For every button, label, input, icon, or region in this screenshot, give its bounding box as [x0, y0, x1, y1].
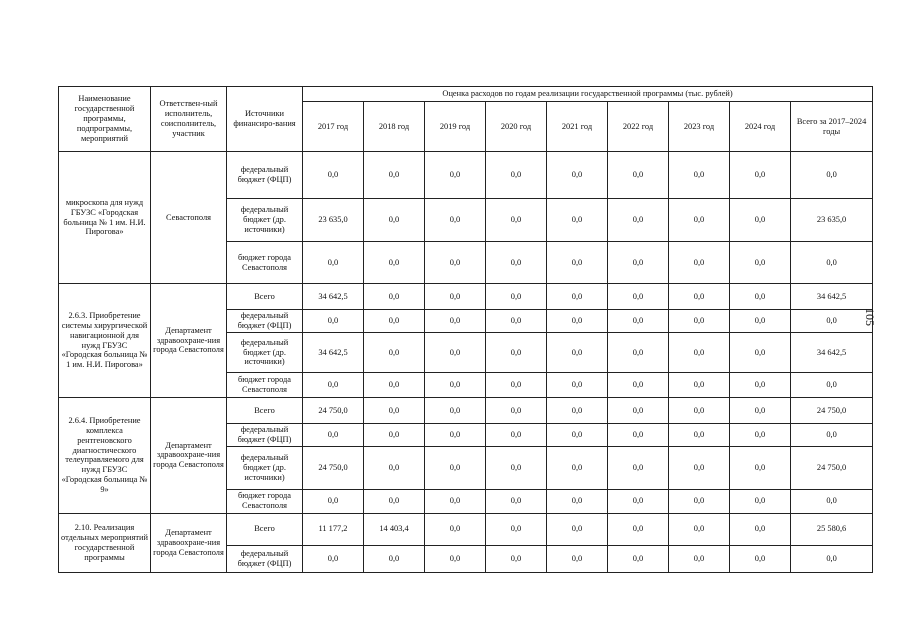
year-value-cell: 0,0: [547, 446, 608, 489]
header-program-name: Наименование государственной программы, подпрограммы, мероприятий: [59, 87, 151, 152]
total-value-cell: 34 642,5: [791, 284, 873, 310]
funding-source-cell: федеральный бюджет (др. источники): [227, 333, 303, 373]
program-name-cell: микроскопа для нужд ГБУЗС «Городская больница № 1 им. Н.И. Пирогова»: [59, 152, 151, 284]
funding-source-cell: бюджет города Севастополя: [227, 373, 303, 398]
year-value-cell: 0,0: [486, 242, 547, 284]
year-value-cell: 0,0: [669, 152, 730, 199]
total-value-cell: 0,0: [791, 424, 873, 447]
year-value-cell: 0,0: [486, 513, 547, 545]
year-value-cell: 0,0: [425, 284, 486, 310]
year-value-cell: 0,0: [364, 545, 425, 572]
year-value-cell: 0,0: [547, 373, 608, 398]
year-value-cell: 0,0: [364, 242, 425, 284]
program-name-cell: 2.10. Реализация отдельных мероприятий государственной программы: [59, 513, 151, 572]
funding-source-cell: федеральный бюджет (др. источники): [227, 446, 303, 489]
year-value-cell: 0,0: [547, 513, 608, 545]
year-value-cell: 0,0: [730, 152, 791, 199]
year-value-cell: 0,0: [730, 489, 791, 513]
year-value-cell: 0,0: [608, 152, 669, 199]
year-value-cell: 0,0: [425, 398, 486, 424]
year-value-cell: 0,0: [608, 489, 669, 513]
executor-cell: Департамент здравоохране-ния города Севастополя: [151, 284, 227, 398]
year-value-cell: 0,0: [669, 284, 730, 310]
year-value-cell: 0,0: [486, 284, 547, 310]
total-value-cell: 0,0: [791, 489, 873, 513]
header-year: 2019 год: [425, 102, 486, 152]
year-value-cell: 0,0: [364, 424, 425, 447]
year-value-cell: 0,0: [425, 513, 486, 545]
year-value-cell: 0,0: [486, 310, 547, 333]
year-value-cell: 0,0: [730, 398, 791, 424]
funding-source-cell: бюджет города Севастополя: [227, 242, 303, 284]
funding-source-cell: федеральный бюджет (ФЦП): [227, 545, 303, 572]
year-value-cell: 0,0: [547, 152, 608, 199]
year-value-cell: 0,0: [486, 446, 547, 489]
year-value-cell: 0,0: [364, 398, 425, 424]
year-value-cell: 0,0: [364, 373, 425, 398]
year-value-cell: 0,0: [547, 424, 608, 447]
year-value-cell: 0,0: [669, 545, 730, 572]
year-value-cell: 0,0: [669, 310, 730, 333]
year-value-cell: 24 750,0: [303, 446, 364, 489]
table-body: [59, 152, 873, 573]
year-value-cell: 0,0: [669, 489, 730, 513]
year-value-cell: 0,0: [486, 398, 547, 424]
year-value-cell: 0,0: [608, 242, 669, 284]
year-value-cell: 0,0: [608, 513, 669, 545]
total-value-cell: 34 642,5: [791, 333, 873, 373]
year-value-cell: 0,0: [303, 310, 364, 333]
year-value-cell: 0,0: [303, 373, 364, 398]
year-value-cell: 0,0: [608, 373, 669, 398]
table-row: [59, 513, 873, 545]
year-value-cell: 0,0: [547, 398, 608, 424]
year-value-cell: 0,0: [486, 152, 547, 199]
table-row: [59, 284, 873, 310]
year-value-cell: 0,0: [486, 545, 547, 572]
year-value-cell: 0,0: [486, 199, 547, 242]
year-value-cell: 0,0: [730, 310, 791, 333]
year-value-cell: 0,0: [669, 513, 730, 545]
year-value-cell: 0,0: [669, 199, 730, 242]
year-value-cell: 0,0: [547, 489, 608, 513]
year-value-cell: 0,0: [425, 242, 486, 284]
funding-source-cell: федеральный бюджет (др. источники): [227, 199, 303, 242]
year-value-cell: 0,0: [303, 489, 364, 513]
header-year: 2022 год: [608, 102, 669, 152]
year-value-cell: 0,0: [364, 284, 425, 310]
year-value-cell: 0,0: [669, 424, 730, 447]
year-value-cell: 0,0: [303, 424, 364, 447]
funding-source-cell: федеральный бюджет (ФЦП): [227, 424, 303, 447]
year-value-cell: 0,0: [547, 333, 608, 373]
header-year: 2021 год: [547, 102, 608, 152]
executor-cell: Департамент здравоохране-ния города Севастополя: [151, 513, 227, 572]
year-value-cell: 0,0: [425, 373, 486, 398]
year-value-cell: 0,0: [425, 310, 486, 333]
year-value-cell: 11 177,2: [303, 513, 364, 545]
year-value-cell: 23 635,0: [303, 199, 364, 242]
year-value-cell: 0,0: [730, 513, 791, 545]
total-value-cell: 0,0: [791, 310, 873, 333]
table-row: [59, 398, 873, 424]
header-executor: Ответствен-ный исполнитель, соисполнитель, участник: [151, 87, 227, 152]
total-value-cell: 0,0: [791, 242, 873, 284]
header-year: 2017 год: [303, 102, 364, 152]
year-value-cell: 0,0: [364, 199, 425, 242]
year-value-cell: 0,0: [669, 242, 730, 284]
year-value-cell: 0,0: [608, 545, 669, 572]
year-value-cell: 0,0: [608, 199, 669, 242]
year-value-cell: 0,0: [425, 424, 486, 447]
year-value-cell: 14 403,4: [364, 513, 425, 545]
header-total: Всего за 2017–2024 годы: [791, 102, 873, 152]
header-year: 2018 год: [364, 102, 425, 152]
year-value-cell: 24 750,0: [303, 398, 364, 424]
year-value-cell: 0,0: [730, 446, 791, 489]
year-value-cell: 0,0: [364, 446, 425, 489]
year-value-cell: 0,0: [303, 152, 364, 199]
year-value-cell: 0,0: [730, 424, 791, 447]
year-value-cell: 0,0: [364, 152, 425, 199]
year-value-cell: 0,0: [608, 284, 669, 310]
executor-cell: Севастополя: [151, 152, 227, 284]
year-value-cell: 0,0: [425, 152, 486, 199]
year-value-cell: 0,0: [486, 373, 547, 398]
funding-source-cell: Всего: [227, 513, 303, 545]
total-value-cell: 0,0: [791, 373, 873, 398]
executor-cell: Департамент здравоохране-ния города Севастополя: [151, 398, 227, 514]
funding-source-cell: федеральный бюджет (ФЦП): [227, 152, 303, 199]
year-value-cell: 0,0: [547, 199, 608, 242]
year-value-cell: 34 642,5: [303, 333, 364, 373]
year-value-cell: 0,0: [608, 333, 669, 373]
program-name-cell: 2.6.4. Приобретение комплекса рентгеновского диагностического телеуправляемого для нужд ГБУЗС «Городская больница № 9»: [59, 398, 151, 514]
total-value-cell: 24 750,0: [791, 446, 873, 489]
funding-source-cell: федеральный бюджет (ФЦП): [227, 310, 303, 333]
year-value-cell: 0,0: [730, 545, 791, 572]
year-value-cell: 0,0: [730, 333, 791, 373]
year-value-cell: 0,0: [669, 373, 730, 398]
year-value-cell: 0,0: [730, 199, 791, 242]
year-value-cell: 0,0: [486, 333, 547, 373]
year-value-cell: 0,0: [608, 446, 669, 489]
year-value-cell: 0,0: [669, 398, 730, 424]
year-value-cell: 0,0: [303, 242, 364, 284]
year-value-cell: 0,0: [608, 424, 669, 447]
header-year: 2023 год: [669, 102, 730, 152]
year-value-cell: 0,0: [608, 398, 669, 424]
header-estimate: Оценка расходов по годам реализации государственной программы (тыс. рублей): [303, 87, 873, 102]
total-value-cell: 24 750,0: [791, 398, 873, 424]
program-name-cell: 2.6.3. Приобретение системы хирургической навигационной для нужд ГБУЗС «Городская больница № 1 им. Н.И. Пирогова»: [59, 284, 151, 398]
year-value-cell: 0,0: [303, 545, 364, 572]
funding-source-cell: Всего: [227, 398, 303, 424]
year-value-cell: 0,0: [608, 310, 669, 333]
header-year: 2024 год: [730, 102, 791, 152]
year-value-cell: 0,0: [486, 424, 547, 447]
year-value-cell: 0,0: [425, 446, 486, 489]
year-value-cell: 0,0: [364, 333, 425, 373]
total-value-cell: 0,0: [791, 152, 873, 199]
total-value-cell: 0,0: [791, 545, 873, 572]
year-value-cell: 0,0: [547, 545, 608, 572]
year-value-cell: 0,0: [425, 545, 486, 572]
year-value-cell: 34 642,5: [303, 284, 364, 310]
funding-source-cell: бюджет города Севастополя: [227, 489, 303, 513]
year-value-cell: 0,0: [425, 199, 486, 242]
year-value-cell: 0,0: [547, 242, 608, 284]
year-value-cell: 0,0: [425, 333, 486, 373]
year-value-cell: 0,0: [364, 310, 425, 333]
year-value-cell: 0,0: [547, 284, 608, 310]
year-value-cell: 0,0: [730, 284, 791, 310]
year-value-cell: 0,0: [425, 489, 486, 513]
page-number: 105: [863, 308, 877, 326]
total-value-cell: 25 580,6: [791, 513, 873, 545]
year-value-cell: 0,0: [364, 489, 425, 513]
budget-table: [58, 86, 873, 573]
year-value-cell: 0,0: [486, 489, 547, 513]
year-value-cell: 0,0: [669, 333, 730, 373]
year-value-cell: 0,0: [669, 446, 730, 489]
funding-source-cell: Всего: [227, 284, 303, 310]
table-row: [59, 152, 873, 199]
header-year: 2020 год: [486, 102, 547, 152]
year-value-cell: 0,0: [730, 373, 791, 398]
header-funding-source: Источники финансиро-вания: [227, 87, 303, 152]
year-value-cell: 0,0: [730, 242, 791, 284]
year-value-cell: 0,0: [547, 310, 608, 333]
total-value-cell: 23 635,0: [791, 199, 873, 242]
